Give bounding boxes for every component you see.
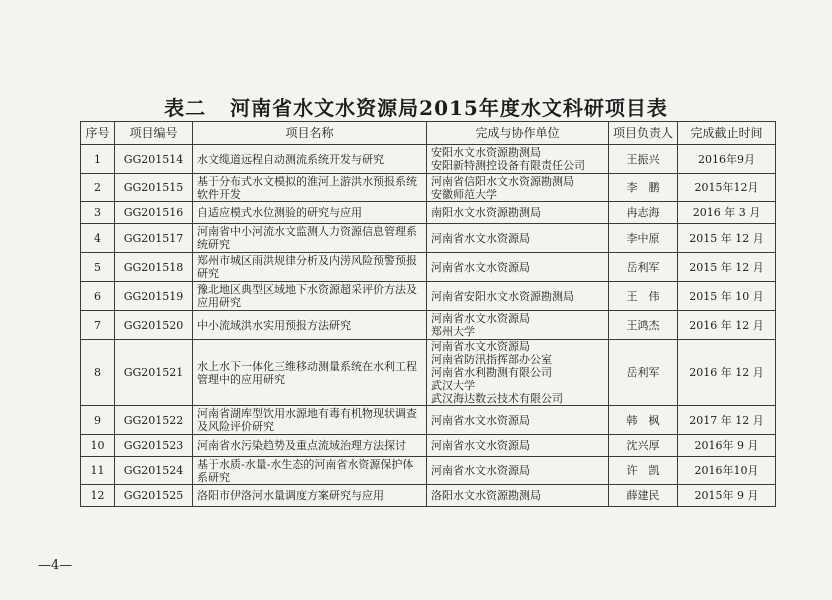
table-row (81, 224, 776, 253)
table-row (81, 457, 776, 485)
project-lead-cell: 岳利军 (609, 340, 678, 406)
row-number-cell: 12 (81, 485, 115, 507)
project-name-cell: 自适应模式水位测验的研究与应用 (193, 202, 427, 224)
column-header: 完成与协作单位 (427, 122, 609, 145)
unit-cell (427, 253, 609, 282)
unit-cell (427, 340, 609, 406)
project-lead-cell: 韩 枫 (609, 406, 678, 435)
project-code-cell: GG201514 (115, 145, 193, 174)
deadline-cell: 2015 年 12 月 (678, 253, 776, 282)
unit-cell (427, 174, 609, 202)
project-code-cell: GG201525 (115, 485, 193, 507)
table-row (81, 311, 776, 340)
unit-cell (427, 485, 609, 507)
unit-line: 河南省水利勘测有限公司 (431, 366, 552, 379)
project-name-cell: 河南省水污染趋势及重点流域治理方法探讨 (193, 435, 427, 457)
row-number-cell: 8 (81, 340, 115, 406)
unit-line: 安徽师范大学 (431, 187, 497, 201)
deadline-cell: 2016 年 12 月 (678, 311, 776, 340)
table-row (81, 340, 776, 406)
unit-line: 河南省水文水资源局 (431, 464, 530, 477)
project-name-cell: 水文缆道远程自动测流系统开发与研究 (193, 145, 427, 174)
project-lead-cell: 岳利军 (609, 253, 678, 282)
deadline-cell: 2016年 9 月 (678, 435, 776, 457)
project-name-cell: 中小流域洪水实用预报方法研究 (193, 311, 427, 340)
row-number-cell: 11 (81, 457, 115, 485)
unit-line: 河南省信阳水文水资源勘测局 (431, 174, 574, 188)
unit-line: 河南省水文水资源局 (431, 231, 530, 245)
row-number-cell: 10 (81, 435, 115, 457)
table-row (81, 253, 776, 282)
unit-line: 洛阳水文水资源勘测局 (431, 489, 541, 502)
unit-line: 河南省水文水资源局 (431, 312, 530, 325)
unit-line: 河南省水文水资源局 (431, 260, 530, 274)
unit-line: 河南省水文水资源局 (431, 439, 530, 452)
project-name-cell: 河南省湖库型饮用水源地有毒有机物现状调查及风险评价研究 (193, 406, 427, 435)
project-code-cell: GG201516 (115, 202, 193, 224)
project-name-cell: 基于水质-水量-水生态的河南省水资源保护体系研究 (193, 457, 427, 485)
project-lead-cell: 王 伟 (609, 282, 678, 311)
table-label: 表二 (164, 96, 207, 120)
deadline-cell: 2015年12月 (678, 174, 776, 202)
table-row (81, 485, 776, 507)
column-header: 完成截止时间 (678, 122, 776, 145)
table-row (81, 202, 776, 224)
row-number-cell: 4 (81, 224, 115, 253)
unit-cell (427, 311, 609, 340)
deadline-cell: 2016年10月 (678, 457, 776, 485)
table-row (81, 406, 776, 435)
project-code-cell: GG201523 (115, 435, 193, 457)
project-lead-cell: 王鸿杰 (609, 311, 678, 340)
column-header: 序号 (81, 122, 115, 145)
project-name-cell: 豫北地区典型区域地下水资源超采评价方法及应用研究 (193, 282, 427, 311)
unit-line: 河南省水文水资源局 (431, 413, 530, 427)
deadline-cell: 2016 年 12 月 (678, 340, 776, 406)
project-table (80, 121, 776, 507)
table-row (81, 435, 776, 457)
project-code-cell: GG201520 (115, 311, 193, 340)
deadline-cell: 2015年 9 月 (678, 485, 776, 507)
deadline-cell: 2015 年 10 月 (678, 282, 776, 311)
project-lead-cell: 李 鹏 (609, 174, 678, 202)
row-number-cell: 6 (81, 282, 115, 311)
deadline-cell: 2016年9月 (678, 145, 776, 174)
unit-line: 郑州大学 (431, 325, 475, 338)
deadline-cell: 2016 年 3 月 (678, 202, 776, 224)
row-number-cell: 9 (81, 406, 115, 435)
table-row (81, 145, 776, 174)
page-title (0, 92, 832, 121)
table-title: 河南省水文水资源局2015年度水文科研项目表 (230, 96, 668, 120)
unit-line: 河南省水文水资源局 (431, 340, 530, 353)
row-number-cell: 5 (81, 253, 115, 282)
project-code-cell: GG201518 (115, 253, 193, 282)
unit-line: 武汉大学 (431, 379, 475, 392)
column-header: 项目编号 (115, 122, 193, 145)
unit-cell (427, 406, 609, 435)
project-code-cell: GG201517 (115, 224, 193, 253)
project-lead-cell: 李中原 (609, 224, 678, 253)
unit-line: 河南省安阳水文水资源勘测局 (431, 289, 574, 303)
project-lead-cell: 王振兴 (609, 145, 678, 174)
project-code-cell: GG201524 (115, 457, 193, 485)
unit-cell (427, 145, 609, 174)
column-header: 项目负责人 (609, 122, 678, 145)
column-header: 项目名称 (193, 122, 427, 145)
unit-cell (427, 435, 609, 457)
project-name-cell: 水上水下一体化三维移动测量系统在水利工程管理中的应用研究 (193, 340, 427, 406)
table-row (81, 174, 776, 202)
table-header-row (81, 122, 776, 145)
row-number-cell: 2 (81, 174, 115, 202)
page-number: —4— (38, 558, 73, 573)
project-code-cell: GG201522 (115, 406, 193, 435)
unit-line: 南阳水文水资源勘测局 (431, 206, 541, 219)
project-code-cell: GG201519 (115, 282, 193, 311)
table-row (81, 282, 776, 311)
project-name-cell: 洛阳市伊洛河水量调度方案研究与应用 (193, 485, 427, 507)
project-lead-cell: 薛建民 (609, 485, 678, 507)
project-lead-cell: 许 凯 (609, 457, 678, 485)
unit-cell (427, 457, 609, 485)
project-lead-cell: 沈兴厚 (609, 435, 678, 457)
unit-line: 河南省防汛指挥部办公室 (431, 353, 552, 366)
unit-line: 武汉海达数云技术有限公司 (431, 392, 563, 405)
project-name-cell: 郑州市城区雨洪规律分析及内涝风险预警预报研究 (193, 253, 427, 282)
row-number-cell: 3 (81, 202, 115, 224)
unit-cell (427, 282, 609, 311)
unit-line: 安阳水文水资源勘测局 (431, 146, 541, 159)
project-lead-cell: 冉志海 (609, 202, 678, 224)
deadline-cell: 2015 年 12 月 (678, 224, 776, 253)
row-number-cell: 1 (81, 145, 115, 174)
project-code-cell: GG201521 (115, 340, 193, 406)
deadline-cell: 2017 年 12 月 (678, 406, 776, 435)
project-name-cell: 河南省中小河流水文监测人力资源信息管理系统研究 (193, 224, 427, 253)
unit-line: 安阳新特测控设备有限责任公司 (431, 159, 585, 172)
row-number-cell: 7 (81, 311, 115, 340)
unit-cell (427, 202, 609, 224)
unit-cell (427, 224, 609, 253)
project-code-cell: GG201515 (115, 174, 193, 202)
project-name-cell: 基于分布式水文模拟的淮河上游洪水预报系统软件开发 (193, 174, 427, 202)
